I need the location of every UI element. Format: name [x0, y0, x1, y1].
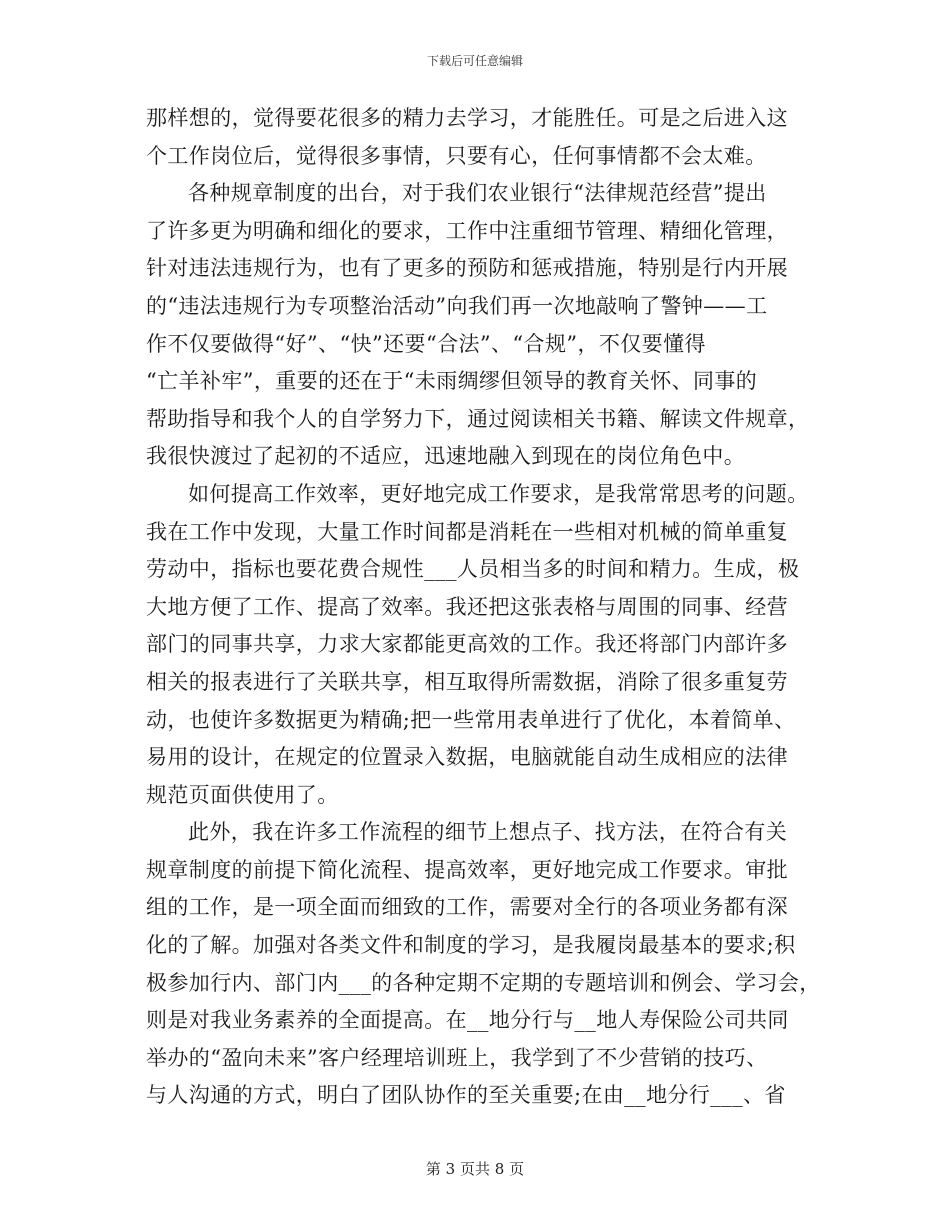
text-line: 易用的设计，在规定的位置录入数据，电脑就能自动生成相应的法律: [146, 745, 788, 770]
text-line: 劳动中，指标也要花费合规性___人员相当多的时间和精力。生成，极: [146, 557, 800, 582]
text-line: 的“违法违规行为专项整治活动”向我们再一次地敲响了警钟——工: [146, 293, 768, 318]
text-line: 针对违法违规行为，也有了更多的预防和惩戒措施，特别是行内开展: [146, 256, 788, 281]
text-line: 我在工作中发现，大量工作时间都是消耗在一些相对机械的简单重复: [146, 519, 788, 544]
text-line: 部门的同事共享，力求大家都能更高效的工作。我还将部门内部许多: [146, 632, 788, 657]
text-line: “亡羊补牢”，重要的还在于“未雨绸缪但领导的教育关怀、同事的: [146, 369, 758, 394]
text-line: 帮助指导和我个人的自学努力下，通过阅读相关书籍、解读文件规章，: [146, 406, 810, 431]
page-header: 下载后可任意编辑: [426, 54, 523, 68]
text-line: 则是对我业务素养的全面提高。在__地分行与__地人寿保险公司共同: [146, 1008, 789, 1033]
text-line: 举办的“盈向未来”客户经理培训班上，我学到了不少营销的技巧、: [146, 1045, 768, 1070]
paragraph-first-line: 如何提高工作效率，更好地完成工作要求，是我常常思考的问题。: [188, 481, 809, 506]
paragraph-first-line: 此外，我在许多工作流程的细节上想点子、找方法，在符合有关: [188, 820, 788, 845]
document-body: [146, 100, 821, 1115]
text-line: 相关的报表进行了关联共享，相互取得所需数据，消除了很多重复劳: [146, 669, 788, 694]
text-line: 了许多更为明确和细化的要求，工作中注重细节管理、精细化管理，: [146, 218, 788, 243]
text-line: 动，也使许多数据更为精确;把一些常用表单进行了优化，本着简单、: [146, 707, 796, 732]
text-line: 化的了解。加强对各类文件和制度的学习，是我履岗最基本的要求;积: [146, 933, 796, 958]
text-line: 个工作岗位后，觉得很多事情，只要有心，任何事情都不会太难。: [146, 143, 767, 168]
text-line: 大地方便了工作、提高了效率。我还把这张表格与周围的同事、经营: [146, 594, 788, 619]
text-line: 与人沟通的方式，明白了团队协作的至关重要;在由__地分行___、省: [146, 1083, 786, 1108]
text-line: 我很快渡过了起初的不适应，迅速地融入到现在的岗位角色中。: [146, 444, 746, 469]
text-line: 极参加行内、部门内___的各种定期不定期的专题培训和例会、学习会，: [146, 970, 821, 995]
text-line: 那样想的，觉得要花很多的精力去学习，才能胜任。可是之后进入这: [146, 106, 788, 130]
text-line: 作不仅要做得“好”、“快”还要“合法”、“合规”，不仅要懂得: [146, 331, 706, 356]
page-footer: 第 3 页共 8 页: [425, 1160, 525, 1178]
text-line: 组的工作，是一项全面而细致的工作，需要对全行的各项业务都有深: [146, 895, 788, 920]
text-line: 规范页面供使用了。: [146, 782, 339, 807]
paragraph-first-line: 各种规章制度的出台，对于我们农业银行“法律规范经营”提出: [188, 181, 767, 206]
text-line: 规章制度的前提下简化流程、提高效率，更好地完成工作要求。审批: [146, 857, 788, 882]
